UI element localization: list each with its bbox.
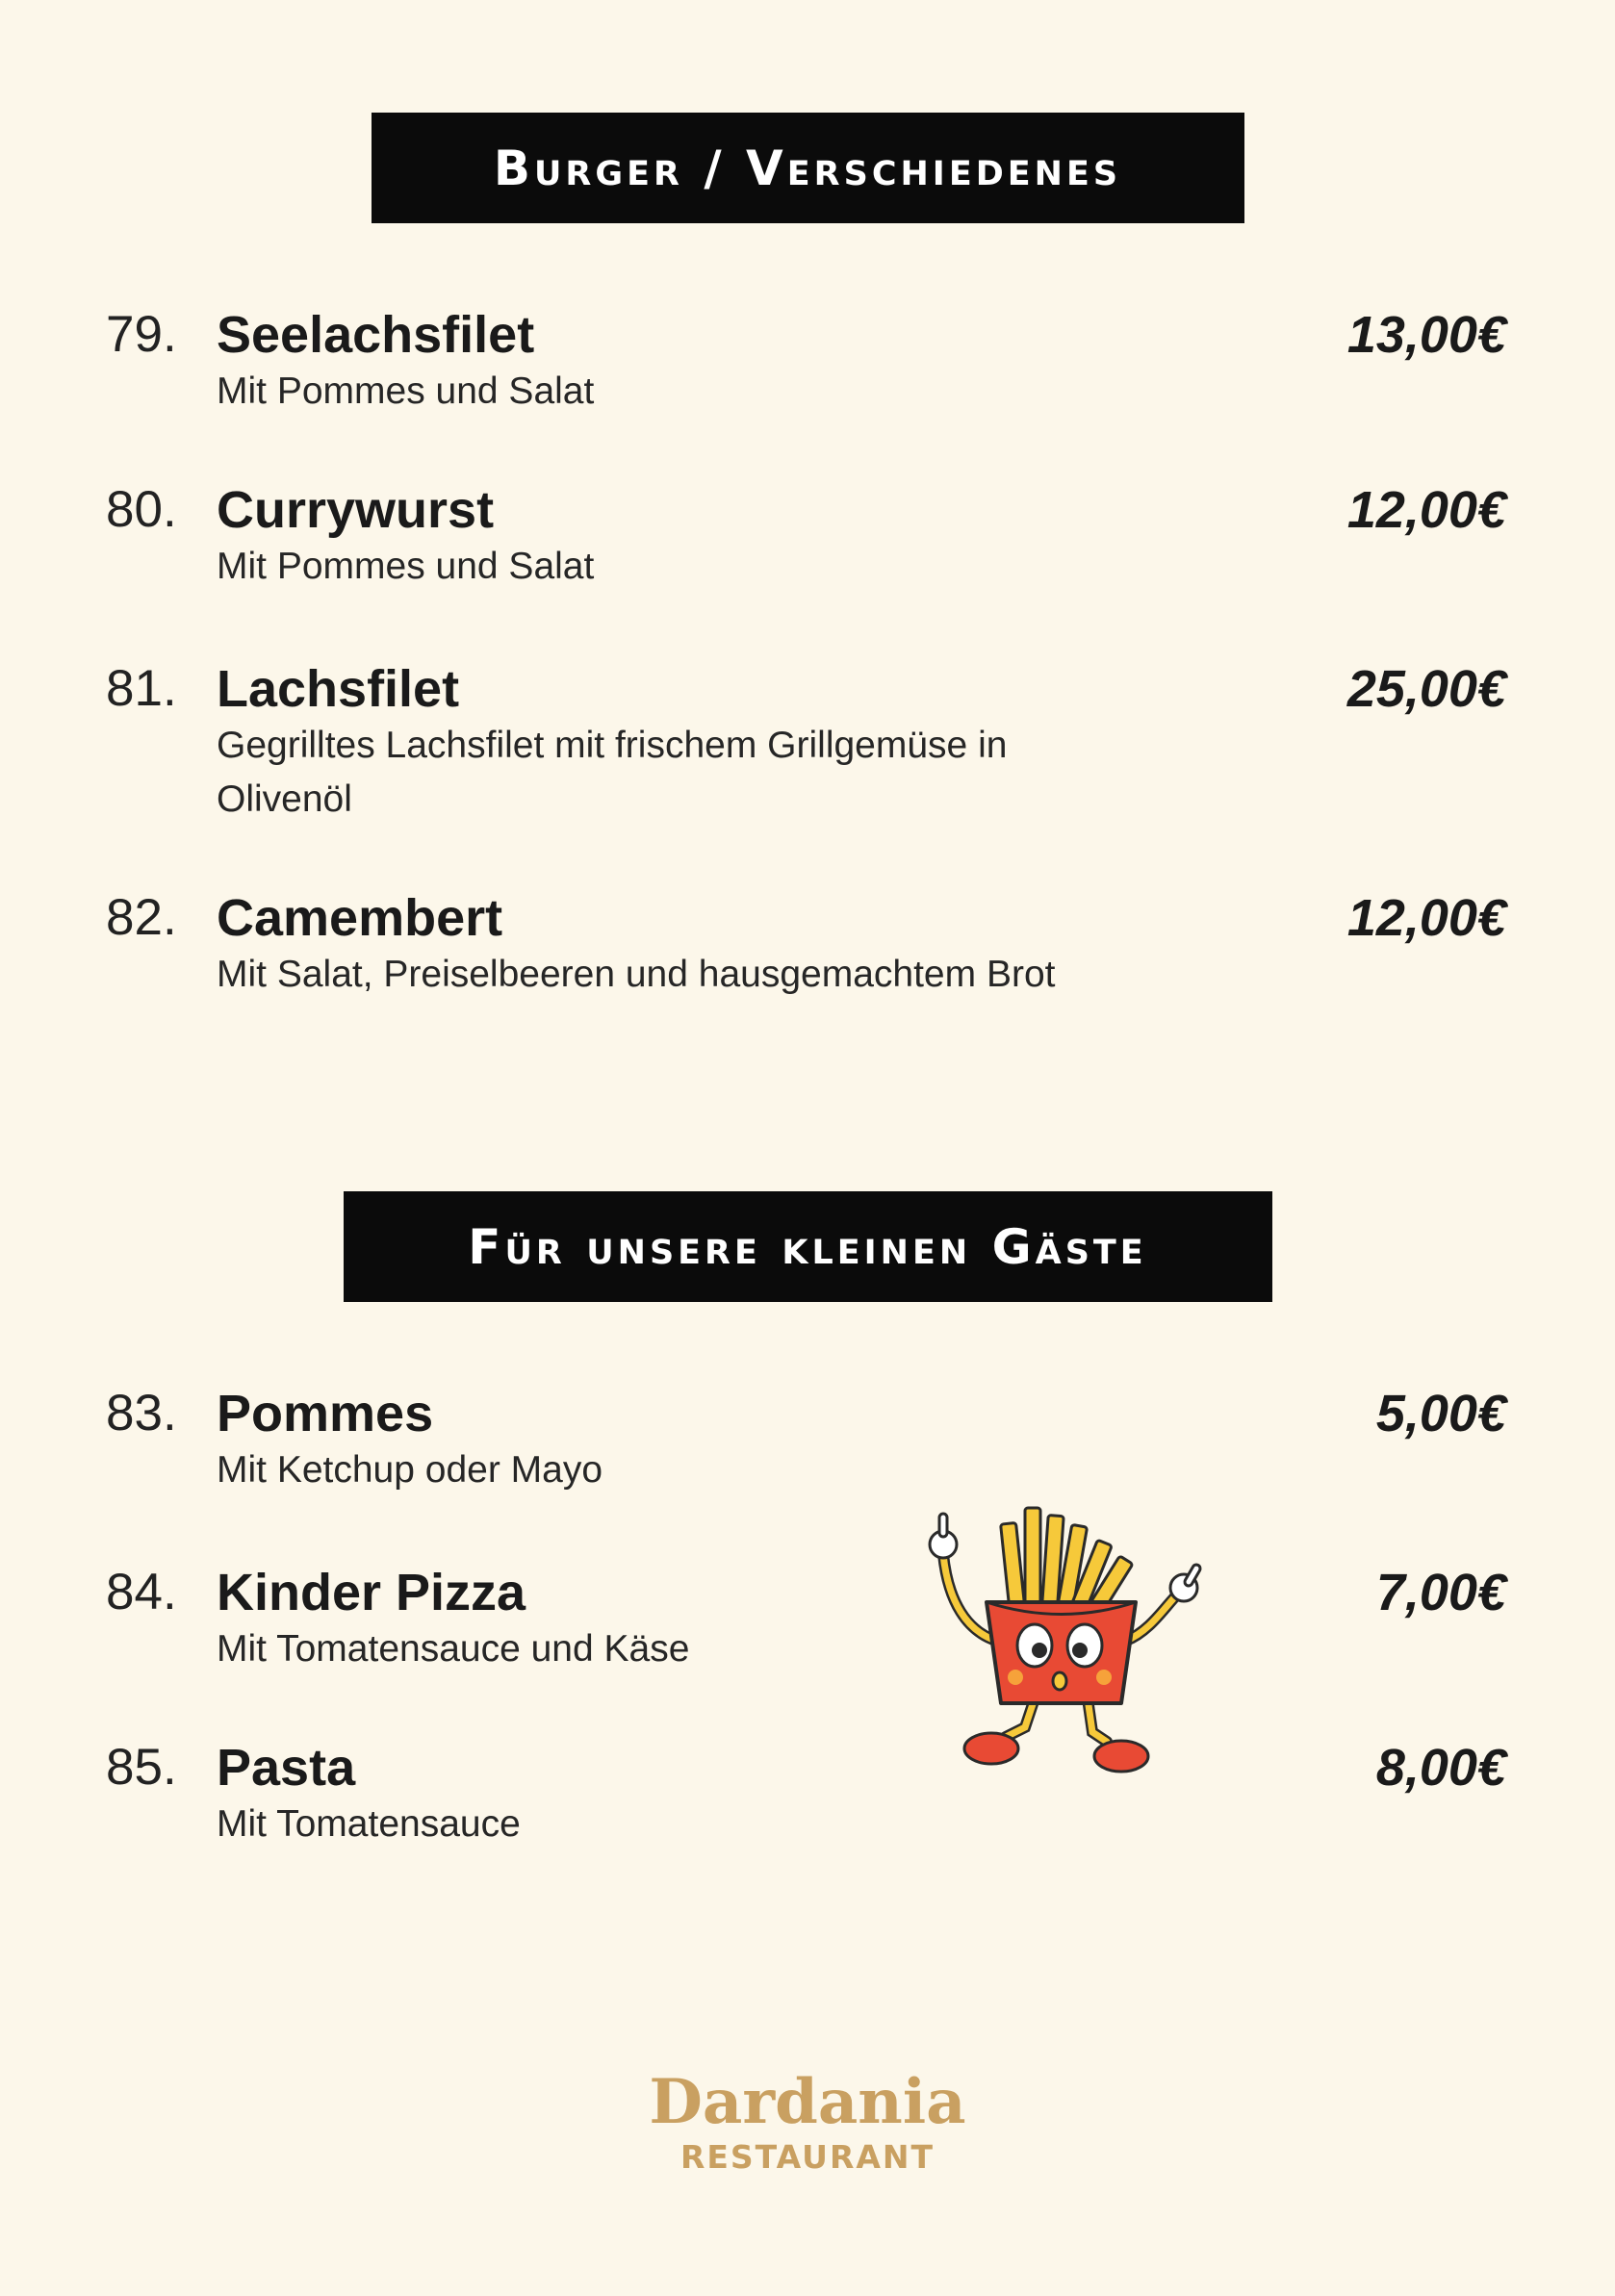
item-number: 80. (106, 481, 177, 538)
item-name: Pasta (217, 1739, 356, 1797)
item-price: 13,00€ (1346, 306, 1506, 364)
item-description: Mit Tomatensauce (217, 1803, 521, 1845)
section-banner-burger (0, 113, 1615, 223)
item-name: Currywurst (217, 481, 495, 539)
item-description: Mit Tomatensauce und Käse (217, 1628, 690, 1670)
item-number: 82. (106, 889, 177, 946)
item-price: 5,00€ (1375, 1385, 1506, 1442)
section-title: Burger / Verschiedenes (372, 113, 1244, 223)
item-number: 85. (106, 1739, 177, 1796)
item-price: 7,00€ (1375, 1564, 1506, 1621)
item-name: Camembert (217, 889, 503, 947)
item-price: 12,00€ (1346, 889, 1506, 947)
item-description: Mit Pommes und Salat (217, 370, 595, 412)
item-number: 83. (106, 1385, 177, 1441)
item-description: Gegrilltes Lachsfilet mit frischem Grillgemüse in Olivenöl (217, 725, 1008, 820)
item-description: Mit Pommes und Salat (217, 546, 595, 587)
item-number: 81. (106, 660, 177, 717)
item-description: Mit Salat, Preiselbeeren und hausgemachtem Brot (217, 954, 1056, 995)
item-price: 12,00€ (1346, 481, 1506, 539)
item-name: Lachsfilet (217, 660, 460, 718)
restaurant-logo (0, 2066, 1615, 2179)
logo-name: Dardania (649, 2066, 966, 2138)
section-banner-kids (0, 1191, 1615, 1302)
section-title: Für unsere kleinen Gäste (344, 1191, 1272, 1302)
item-number: 79. (106, 306, 177, 363)
item-price: 8,00€ (1375, 1739, 1506, 1797)
item-name: Seelachsfilet (217, 306, 535, 364)
item-price: 25,00€ (1346, 660, 1506, 718)
item-name: Pommes (217, 1385, 434, 1442)
item-number: 84. (106, 1564, 177, 1620)
item-name: Kinder Pizza (217, 1564, 526, 1621)
item-description: Mit Ketchup oder Mayo (217, 1449, 603, 1491)
french-fries-mascot-icon (919, 1496, 1213, 1780)
logo-subtitle: RESTAURANT (679, 2138, 936, 2176)
